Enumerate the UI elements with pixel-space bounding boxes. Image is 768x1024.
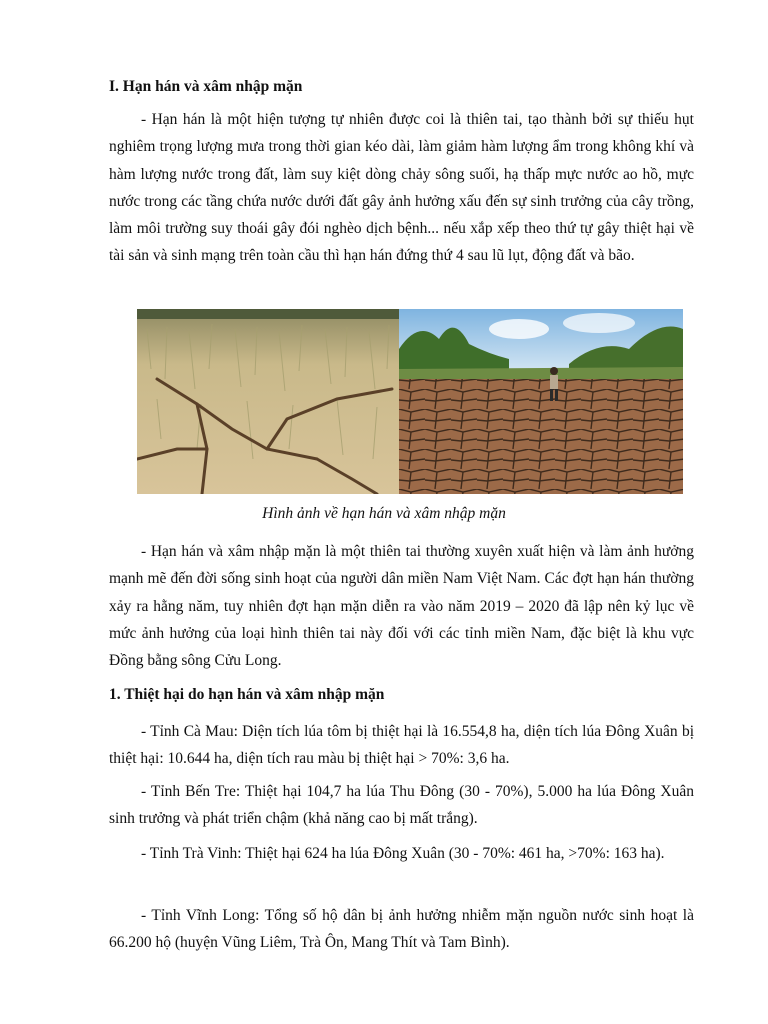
section-heading: I. Hạn hán và xâm nhập mặn xyxy=(109,78,303,95)
damage-item-ben-tre: - Tỉnh Bến Tre: Thiệt hại 104,7 ha lúa Thu Đông (30 - 70%), 5.000 ha lúa Đông Xuân sinh trưởng và phát triển chậm (khả năng cao bị mất trắng). xyxy=(109,783,694,828)
damage-item-ca-mau: - Tỉnh Cà Mau: Diện tích lúa tôm bị thiệt hại là 16.554,8 ha, diện tích lúa Đông Xuân bị thiệt hại: 10.644 ha, diện tích rau màu bị thiệt hại > 70%: 3,6 ha. xyxy=(109,723,694,768)
paragraph-drought-definition: - Hạn hán là một hiện tượng tự nhiên được coi là thiên tai, tạo thành bởi sự thiếu hụt nghiêm trọng lượng mưa trong thời gian kéo dài, làm giảm hàm lượng ẩm trong không khí và hàm lượng nước trong đất, làm suy kiệt dòng chảy sông suối, hạ thấp mực nước ao hồ, mực nước trong các tầng chứa nước dưới đất gây ảnh hưởng xấu đến sự sinh trưởng của cây trồng, làm môi trường suy thoái gây đói nghèo dịch bệnh... nếu xắp xếp theo thứ tự gây thiệt hại về tài sản và sinh mạng trên toàn cầu thì hạn hán đứng thứ 4 sau lũ lụt, động đất và bão. xyxy=(109,111,694,265)
paragraph-southern-vietnam-impact: - Hạn hán và xâm nhập mặn là một thiên tai thường xuyên xuất hiện và làm ảnh hưởng mạnh mẽ đến đời sống sinh hoạt của người dân miền Nam Việt Nam. Các đợt hạn hán thường xảy ra hằng năm, tuy nhiên đợt hạn mặn diễn ra vào năm 2019 – 2020 đã lập nên kỷ lục về mức ảnh hưởng của loại hình thiên tai này đối với các tỉnh miền Nam, đặc biệt là khu vực Đồng bằng sông Cửu Long. xyxy=(109,543,694,670)
cracked-riverbed-photo xyxy=(399,309,683,494)
dry-rice-field-photo xyxy=(137,309,399,494)
figure-caption: Hình ảnh về hạn hán và xâm nhập mặn xyxy=(262,505,506,522)
damage-item-vinh-long: - Tỉnh Vĩnh Long: Tổng số hộ dân bị ảnh hưởng nhiễm mặn nguồn nước sinh hoạt là 66.200 hộ (huyện Vũng Liêm, Trà Ôn, Mang Thít và Tam Bình). xyxy=(109,907,694,952)
subsection-heading: 1. Thiệt hại do hạn hán và xâm nhập mặn xyxy=(109,686,385,703)
figure-drought-images xyxy=(137,309,683,494)
damage-item-tra-vinh: - Tỉnh Trà Vinh: Thiệt hại 624 ha lúa Đông Xuân (30 - 70%: 461 ha, >70%: 163 ha). xyxy=(141,845,665,862)
